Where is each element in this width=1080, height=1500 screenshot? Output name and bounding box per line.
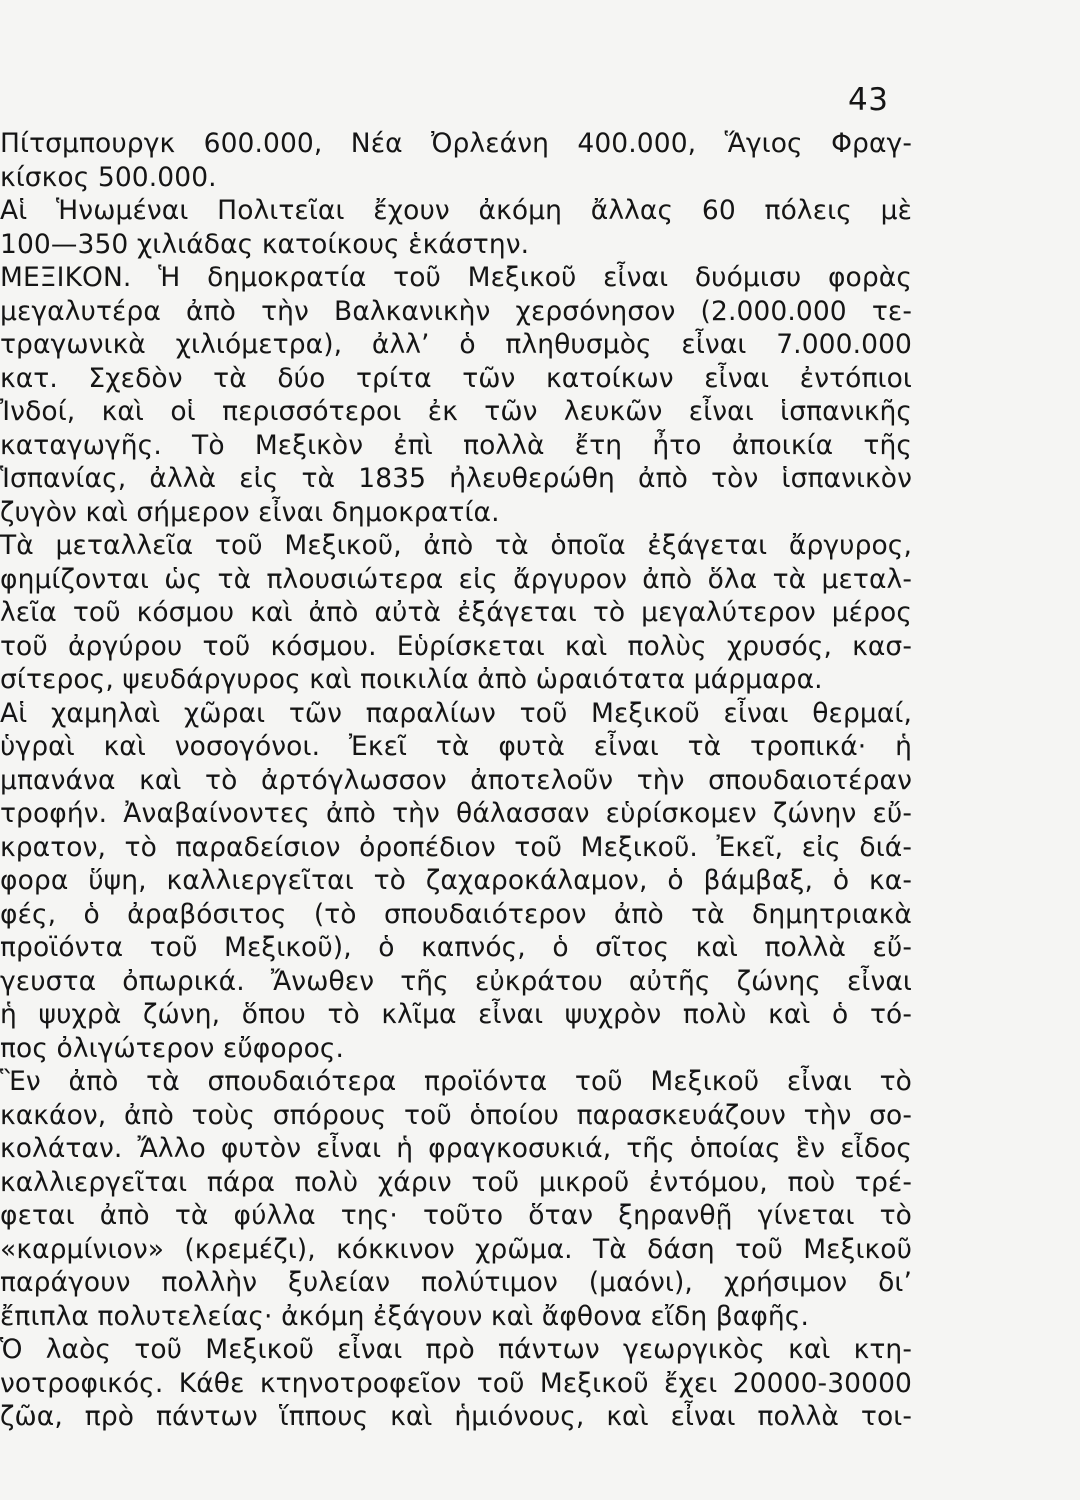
text-line: 100—350 χιλιάδας κατοίκους ἑκάστην. — [0, 228, 530, 260]
text-line: τροφήν. Ἀναβαίνοντες ἀπὸ τὴν θάλασσαν εὑρίσκομεν ζώνην εὔ- — [0, 798, 912, 829]
text-line: ζυγὸν καὶ σήμερον εἶναι δημοκρατία. — [0, 496, 500, 528]
text-line: προϊόντα τοῦ Μεξικοῦ), ὁ καπνός, ὁ σῖτος καὶ πολλὰ εὔ- — [0, 932, 912, 963]
text-line: Αἱ χαμηλαὶ χῶραι τῶν παραλίων τοῦ Μεξικοῦ εἶναι θερμαί, — [0, 697, 912, 729]
text-line: Ἰνδοί, καὶ οἱ περισσότεροι ἐκ τῶν λευκῶν εἶναι ἱσπανικῆς — [0, 396, 912, 427]
text-line: γευστα ὀπωρικά. Ἄνωθεν τῆς εὐκράτου αὐτῆς ζώνης εἶναι — [0, 965, 912, 997]
text-line: νοτροφικός. Κάθε κτηνοτροφεῖον τοῦ Μεξικοῦ ἔχει 20000-30000 — [0, 1367, 912, 1399]
text-line: κακάον, ἀπὸ τοὺς σπόρους τοῦ ὁποίου παρασκευάζουν τὴν σο- — [0, 1099, 912, 1131]
text-line: κίσκος 500.000. — [0, 161, 217, 193]
text-line: φεται ἀπὸ τὰ φύλλα της· τοῦτο ὅταν ξηρανθῇ γίνεται τὸ — [0, 1200, 912, 1231]
text-line: φές, ὁ ἀραβόσιτος (τὸ σπουδαιότερον ἀπὸ τὰ δημητριακὰ — [0, 898, 912, 930]
text-line: Ἱσπανίας, ἀλλὰ εἰς τὰ 1835 ἠλευθερώθη ἀπὸ τὸν ἱσπανικὸν — [0, 463, 912, 494]
text-line: λεῖα τοῦ κόσμου καὶ ἀπὸ αὐτὰ ἐξάγεται τὸ μεγαλύτερον μέρος — [0, 597, 912, 628]
text-line: καλλιεργεῖται πάρα πολὺ χάριν τοῦ μικροῦ ἐντόμου, ποὺ τρέ- — [0, 1166, 912, 1198]
text-line: μεγαλυτέρα ἀπὸ τὴν Βαλκανικὴν χερσόνησον (2.000.000 τε- — [0, 295, 912, 327]
text-line: Πίτσμπουργκ 600.000, Νέα Ὀρλεάνη 400.000, Ἅγιος Φραγ- — [0, 128, 912, 159]
text-line: τοῦ ἀργύρου τοῦ κόσμου. Εὑρίσκεται καὶ πολὺς χρυσός, κασ- — [0, 630, 912, 662]
text-line: κατ. Σχεδὸν τὰ δύο τρίτα τῶν κατοίκων εἶναι ἐντόπιοι — [0, 362, 912, 394]
text-line: μπανάνα καὶ τὸ ἀρτόγλωσσον ἀποτελοῦν τὴν σπουδαιοτέραν — [0, 764, 912, 796]
text-line: κρατον, τὸ παραδείσιον ὀροπέδιον τοῦ Μεξικοῦ. Ἐκεῖ, εἰς διά- — [0, 831, 912, 863]
text-line: ἡ ψυχρὰ ζώνη, ὅπου τὸ κλῖμα εἶναι ψυχρὸν πολὺ καὶ ὁ τό- — [0, 999, 912, 1030]
body-text — [0, 127, 912, 1434]
text-line: «καρμίνιον» (κρεμέζι), κόκκινον χρῶμα. Τὰ δάση τοῦ Μεξικοῦ — [0, 1233, 912, 1265]
text-line: ΜΕΞΙΚΟΝ. Ἡ δημοκρατία τοῦ Μεξικοῦ εἶναι δυόμισυ φορὰς — [0, 262, 912, 293]
text-line: σίτερος, ψευδάργυρος καὶ ποικιλία ἀπὸ ὡραιότατα μάρμαρα. — [0, 664, 823, 695]
text-line: τραγωνικὰ χιλιόμετρα), ἀλλ’ ὁ πληθυσμὸς εἶναι 7.000.000 — [0, 329, 912, 360]
text-line: Αἱ Ἡνωμέναι Πολιτεῖαι ἔχουν ἀκόμη ἄλλας 60 πόλεις μὲ — [0, 195, 912, 226]
text-line: Ὁ λαὸς τοῦ Μεξικοῦ εἶναι πρὸ πάντων γεωργικὸς καὶ κτη- — [0, 1334, 912, 1365]
text-line: Ἓν ἀπὸ τὰ σπουδαιότερα προϊόντα τοῦ Μεξικοῦ εἶναι τὸ — [0, 1066, 912, 1097]
text-line: παράγουν πολλὴν ξυλείαν πολύτιμον (μαόνι), χρήσιμον δι’ — [0, 1267, 912, 1298]
text-line: φορα ὕψη, καλλιεργεῖται τὸ ζαχαροκάλαμον, ὁ βάμβαξ, ὁ κα- — [0, 865, 912, 896]
text-line: πος ὀλιγώτερον εὔφορος. — [0, 1032, 345, 1064]
text-line: καταγωγῆς. Τὸ Μεξικὸν ἐπὶ πολλὰ ἔτη ἦτο ἀποικία τῆς — [0, 429, 912, 461]
text-line: Τὰ μεταλλεῖα τοῦ Μεξικοῦ, ἀπὸ τὰ ὁποῖα ἐξάγεται ἄργυρος, — [0, 530, 912, 561]
text-line: κολάταν. Ἄλλο φυτὸν εἶναι ἡ φραγκοσυκιά, τῆς ὁποίας ἓν εἶδος — [0, 1133, 912, 1164]
text-line: ὑγραὶ καὶ νοσογόνοι. Ἐκεῖ τὰ φυτὰ εἶναι τὰ τροπικά· ἡ — [0, 731, 912, 762]
text-line: φημίζονται ὡς τὰ πλουσιώτερα εἰς ἄργυρον ἀπὸ ὅλα τὰ μεταλ- — [0, 563, 912, 595]
text-line: ἔπιπλα πολυτελείας· ἀκόμη ἐξάγουν καὶ ἄφθονα εἴδη βαφῆς. — [0, 1300, 809, 1332]
page-number: 43 — [848, 82, 889, 118]
text-line: ζῶα, πρὸ πάντων ἵππους καὶ ἡμιόνους, καὶ εἶναι πολλὰ τοι- — [0, 1401, 912, 1432]
